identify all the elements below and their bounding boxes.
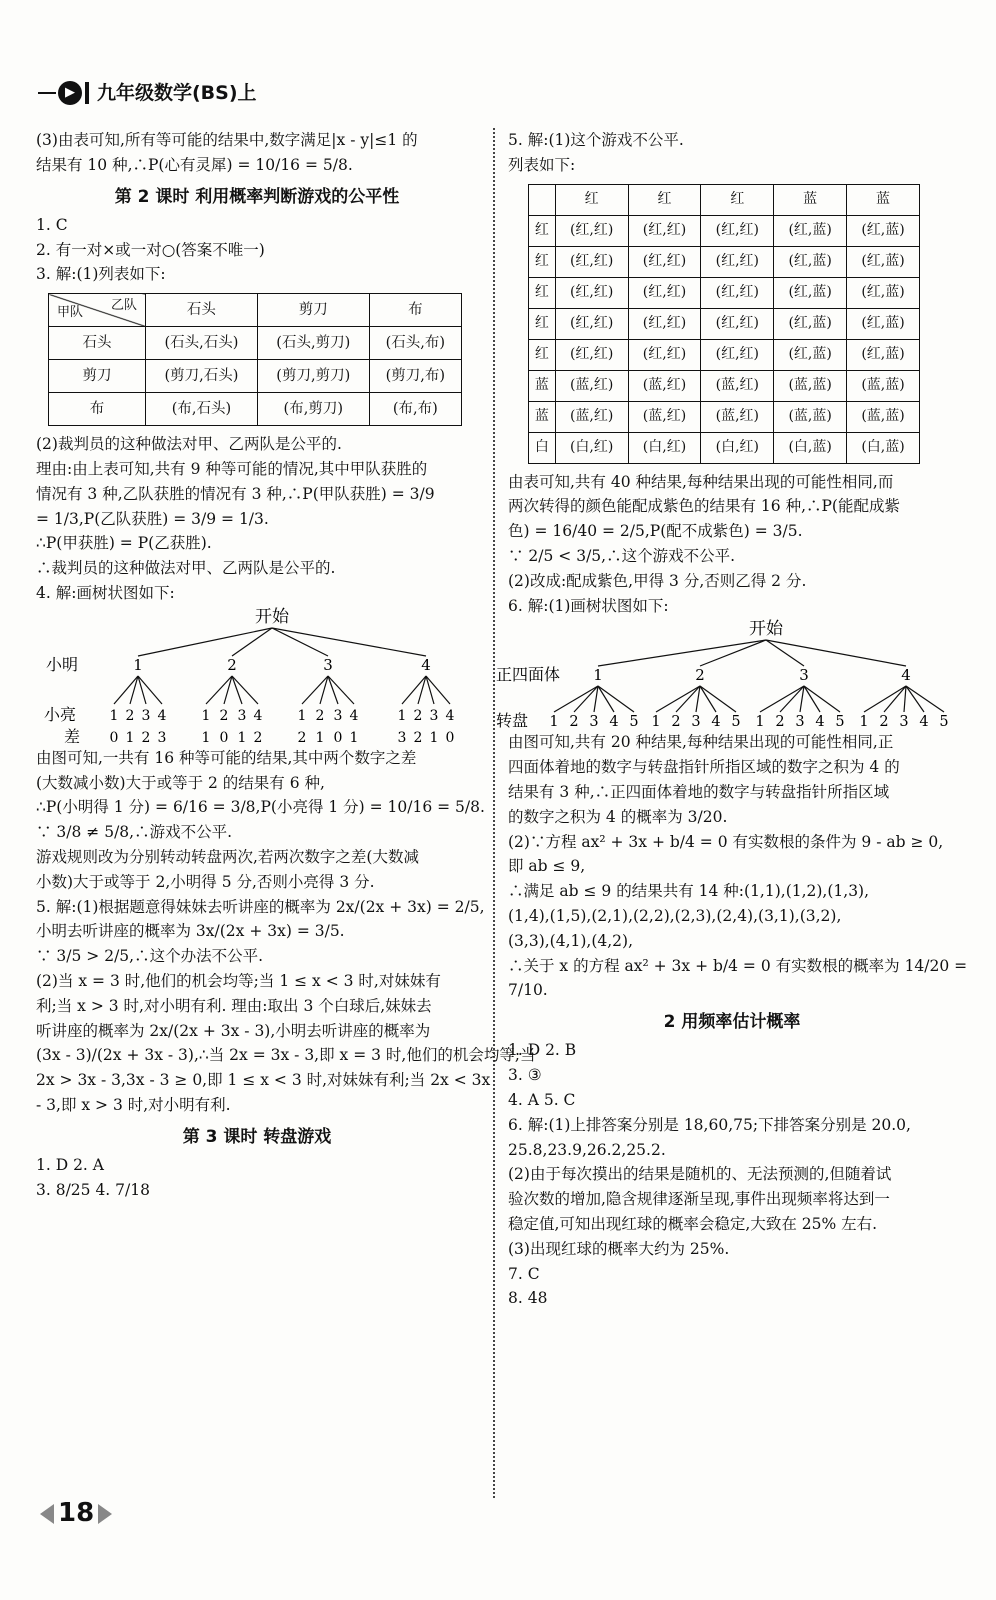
text-line: 结果有 3 种,∴正四面体着地的数字与转盘指针所指区域 [508,782,890,801]
row-label-diff: 差 [64,726,81,746]
tree-leaf: 1 [549,714,559,731]
row-header: 蓝 [529,370,556,401]
column-divider [493,128,495,1498]
table-row [529,432,920,463]
table-cell: (剪刀,布) [369,360,461,393]
row-header: 布 [49,393,146,426]
table-cell: (蓝,红) [555,370,628,401]
text-line: 小数)大于或等于 2,小明得 5 分,否则小亮得 3 分. [36,872,375,891]
table-cell: (石头,剪刀) [257,327,369,360]
text-line: (2)由于每次摸出的结果是随机的、无法预测的,但随着试 [508,1165,892,1184]
tree-node: 1 [593,666,603,685]
tree-leaf: 3 [589,714,599,731]
text-line: (3)出现红球的概率大约为 25%. [508,1239,730,1258]
tree-leaf: 3 [795,714,805,731]
text-line: (1,4),(1,5),(2,1),(2,2),(2,3),(2,4),(3,1),(3,2), [508,906,842,925]
tree-leaf: 4 [157,707,167,724]
table-cell: (红,红) [701,308,774,339]
table-row [529,246,920,277]
row-header: 石头 [49,327,146,360]
text-line: ∴P(甲获胜) = P(乙获胜). [36,534,212,553]
answer-line: 3. ③ [508,1066,542,1085]
tree-node: 4 [901,666,911,685]
text-line: (2)改成:配成紫色,甲得 3 分,否则乙得 2 分. [508,571,807,590]
tree-leaf: 1 [755,714,765,731]
text-line: 由图可知,一共有 16 种等可能的结果,其中两个数字之差 [36,748,417,767]
tree-diff: 2 [413,729,423,746]
table-cell: (红,蓝) [847,246,920,277]
tree-leaf: 3 [333,707,343,724]
tree-leaf: 4 [919,714,929,731]
table-cell: (红,红) [555,246,628,277]
answer-line: 4. 解:画树状图如下: [36,583,175,602]
table-cell: (红,蓝) [847,277,920,308]
text-line: 的数字之积为 4 的概率为 3/20. [508,807,728,826]
col-header: 红 [555,184,628,215]
table-cell: (红,红) [701,215,774,246]
table-cell: (红,红) [555,339,628,370]
text-line: 游戏规则改为分别转动转盘两次,若两次数字之差(大数减 [36,847,419,866]
tree-diff: 0 [333,729,343,746]
answer-line: 2. 有一对×或一对○(答案不唯一) [36,240,265,259]
tree-leaf: 5 [731,714,741,731]
answer-line: 8. 48 [508,1289,548,1308]
table-cell: (白,蓝) [774,432,847,463]
tree-leaf: 1 [859,714,869,731]
table-cell: (石头,石头) [146,327,258,360]
text-line: - 3,即 x > 3 时,对小明有利. [36,1095,231,1114]
table-cell: (红,蓝) [847,339,920,370]
table-cell: (蓝,红) [701,370,774,401]
play-icon: ▶ [58,81,82,105]
table-cell: (石头,布) [369,327,461,360]
tree-diagram-1 [36,606,478,746]
table-cell: (蓝,红) [555,401,628,432]
tree-node: 2 [695,666,705,685]
tree-leaf: 5 [939,714,949,731]
row-label-xiaoliang: 小亮 [44,704,77,724]
table-row [49,393,462,426]
tree-leaf: 3 [429,707,439,724]
tree-leaf: 4 [445,707,455,724]
table-cell: (蓝,蓝) [774,401,847,432]
tree-leaf: 1 [201,707,211,724]
answer-line: 1. D 2. A [36,1155,104,1174]
answer-line: 1. C [36,215,68,234]
tree-branches [133,656,431,674]
table-cell: (红,红) [555,215,628,246]
answer-line: 6. 解:(1)画树状图如下: [508,596,669,615]
table-cell: (红,蓝) [774,308,847,339]
text-line: 小明去听讲座的概率为 3x/(2x + 3x) = 3/5. [36,922,345,941]
text-line: 听讲座的概率为 2x/(2x + 3x - 3),小明去听讲座的概率为 [36,1021,431,1040]
tree-leaf: 3 [899,714,909,731]
tree-leaf: 2 [879,714,889,731]
table-cell: (剪刀,剪刀) [257,360,369,393]
text-line: 结果有 10 种,∴P(心有灵犀) = 10/16 = 5/8. [36,155,353,174]
text-line: 由图可知,共有 20 种结果,每种结果出现的可能性相同,正 [508,733,894,752]
table-row [49,360,462,393]
tree-leaf: 3 [237,707,247,724]
text-line: 理由:由上表可知,共有 9 种等可能的情况,其中甲队获胜的 [36,459,428,478]
tree-leaf: 2 [315,707,325,724]
tree-node: 4 [421,655,431,674]
text-line: 情况有 3 种,乙队获胜的情况有 3 种,∴P(甲队获胜) = 3/9 [36,484,435,503]
tree-diff: 2 [141,729,151,746]
tree-leaf: 2 [219,707,229,724]
tree-root: 开始 [749,619,783,640]
table-cell: (红,蓝) [847,215,920,246]
text-line: (大数减小数)大于或等于 2 的结果有 6 种, [36,773,325,792]
text-line: 四面体着地的数字与转盘指针所指区域的数字之积为 4 的 [508,758,900,777]
tree-leaf: 4 [349,707,359,724]
table-corner [529,184,556,215]
table-cell: (蓝,红) [701,401,774,432]
tree-diff: 1 [237,729,247,746]
text-line: ∵ 3/8 ≠ 5/8,∴游戏不公平. [36,823,233,842]
text-line: 即 ab ≤ 9, [508,857,586,876]
table-cell: (白,红) [555,432,628,463]
table-row [529,339,920,370]
lesson2-heading: 第 2 课时 利用概率判断游戏的公平性 [114,186,400,207]
tree-leaf: 4 [815,714,825,731]
table-row [529,277,920,308]
table-cell: (布,剪刀) [257,393,369,426]
table-row [49,327,462,360]
table-cell: (布,布) [369,393,461,426]
text-line: 利;当 x > 3 时,对小明有利. 理由:取出 3 个白球后,妹妹去 [36,996,432,1015]
text-line: (2)当 x = 3 时,他们的机会均等;当 1 ≤ x < 3 时,对妹妹有 [36,971,441,990]
table-cell: (红,红) [701,339,774,370]
corner-bottom: 甲队 [57,305,84,321]
text-line: 5. 解:(1)根据题意得妹妹去听讲座的概率为 2x/(2x + 3x) = 2/5, [36,897,485,916]
text-line: ∴满足 ab ≤ 9 的结果共有 14 种:(1,1),(1,2),(1,3), [508,882,870,901]
tree-diff: 1 [201,729,211,746]
lesson3-heading: 第 3 课时 转盘游戏 [182,1126,332,1147]
table-row [529,401,920,432]
tree-node: 1 [133,655,143,674]
table-cell: (白,蓝) [847,432,920,463]
text-line: (3x - 3)/(2x + 3x - 3),∴当 2x = 3x - 3,即 x = 3 时,他们的机会均等;当 [36,1046,536,1065]
table-color-spinner [528,184,920,464]
text-line: 由表可知,共有 40 种结果,每种结果出现的可能性相同,而 [508,472,894,491]
text-line: 稳定值,可知出现红球的概率会稳定,大致在 25% 左右. [508,1214,878,1233]
text-line: ∴关于 x 的方程 ax² + 3x + b/4 = 0 有实数根的概率为 14/20 = [508,956,968,975]
text-line: (2)裁判员的这种做法对甲、乙两队是公平的. [36,435,342,454]
tree-diff: 2 [297,729,307,746]
tree-edges-level1 [598,640,906,666]
table-cell: (红,红) [701,246,774,277]
text-line: ∴P(小明得 1 分) = 6/16 = 3/8,P(小亮得 1 分) = 10/16 = 5/8. [36,798,485,817]
page-number [40,1493,112,1535]
tree-diff: 1 [125,729,135,746]
section2-heading: 2 用频率估计概率 [663,1012,801,1033]
text-line: 25.8,23.9,26.2,25.2. [508,1140,666,1159]
table-cell: (红,蓝) [774,277,847,308]
arrow-right-icon [98,1504,112,1524]
page-header [38,76,257,110]
tree-leaf: 5 [835,714,845,731]
row-header: 蓝 [529,401,556,432]
text-line: 列表如下: [508,155,576,174]
tree-diffs [110,730,455,746]
tree-leaf: 3 [141,707,151,724]
text-line: 色) = 16/40 = 2/5,P(配不成紫色) = 3/5. [508,522,803,541]
table-cell: (蓝,蓝) [774,370,847,401]
row-header: 红 [529,308,556,339]
text-line: 两次转得的颜色能配成紫色的结果有 16 种,∴P(能配成紫 [508,497,900,516]
table-cell: (蓝,红) [628,370,701,401]
tree-leaf: 1 [651,714,661,731]
text-line: 7/10. [508,981,548,1000]
table-cell: (红,蓝) [847,308,920,339]
text-line: (3,3),(4,1),(4,2), [508,931,634,950]
tree-leaf: 2 [671,714,681,731]
table-row [529,184,920,215]
tree-node: 2 [227,655,237,674]
col-header: 石头 [146,294,258,327]
tree-node: 3 [323,655,333,674]
tree-leaf: 2 [125,707,135,724]
table-row [529,215,920,246]
col-header: 剪刀 [257,294,369,327]
table-cell: (蓝,蓝) [847,401,920,432]
tree-edges-level2 [554,686,944,712]
row-header: 白 [529,432,556,463]
tree-diff: 0 [109,729,119,746]
text-line: ∴裁判员的这种做法对甲、乙两队是公平的. [36,559,336,578]
tree-leaf: 4 [253,707,263,724]
tree-leaf: 2 [775,714,785,731]
col-header: 蓝 [847,184,920,215]
table-cell: (红,红) [701,277,774,308]
tree-leaf: 5 [629,714,639,731]
text-line: = 1/3,P(乙队获胜) = 3/9 = 1/3. [36,509,269,528]
text-line: (3)由表可知,所有等可能的结果中,数字满足|x - y|≤1 的 [36,131,418,149]
header-bar [85,82,89,104]
table-row [49,294,462,327]
table-cell: (剪刀,石头) [146,360,258,393]
table-cell: (红,蓝) [774,339,847,370]
answer-line: 5. 解:(1)这个游戏不公平. [508,131,684,149]
text-line: ∵ 2/5 < 3/5,∴这个游戏不公平. [508,546,736,565]
table-row [529,308,920,339]
text-line: (2)∵方程 ax² + 3x + b/4 = 0 有实数根的条件为 9 - ab ≥ 0, [508,832,944,851]
tree-diff: 1 [349,729,359,746]
tree-diagram-2 [496,618,956,731]
row-header: 红 [529,215,556,246]
tree-leaf: 4 [609,714,619,731]
tree-edges-level2 [114,676,450,704]
tree-leaf: 1 [297,707,307,724]
col-header: 红 [628,184,701,215]
right-column [496,128,968,1311]
table-cell: (蓝,蓝) [847,370,920,401]
tree-diff: 3 [397,729,407,746]
table-cell: (白,红) [628,432,701,463]
table-cell: (红,红) [555,277,628,308]
arrow-left-icon [40,1504,54,1524]
tree-leaf: 4 [711,714,721,731]
table-cell: (红,红) [628,339,701,370]
page-number-text: 18 [58,1498,95,1528]
tree-diff: 0 [219,729,229,746]
answer-line: 1. D 2. B [508,1041,577,1060]
text-line: 2x > 3x - 3,3x - 3 ≥ 0,即 1 ≤ x < 3 时,对妹妹有利;当 2x < 3x [36,1071,491,1090]
answer-line: 7. C [508,1264,540,1283]
row-label-tetrahedron: 正四面体 [496,665,561,685]
row-header: 红 [529,339,556,370]
row-header: 红 [529,246,556,277]
row-header: 剪刀 [49,360,146,393]
table-corner [49,294,146,327]
answer-line: 6. 解:(1)上排答案分别是 18,60,75;下排答案分别是 20.0, [508,1115,911,1134]
row-label-xiaoming: 小明 [46,654,79,674]
table-cell: (红,蓝) [774,246,847,277]
tree-edges-level1 [138,628,426,656]
tree-leaves [549,714,948,730]
text-line: 验次数的增加,隐含规律逐渐呈现,事件出现频率将达到一 [508,1190,890,1209]
col-header: 红 [701,184,774,215]
tree-diff: 2 [253,729,263,746]
table-rock-paper-scissors [48,293,462,426]
tree-leaf: 1 [397,707,407,724]
tree-diff: 3 [157,729,167,746]
row-label-spinner: 转盘 [496,711,529,731]
table-cell: (白,红) [701,432,774,463]
text-line: ∵ 3/5 > 2/5,∴这个办法不公平. [36,947,264,966]
table-cell: (布,石头) [146,393,258,426]
tree-branches [593,666,911,684]
tree-diff: 1 [429,729,439,746]
answer-line: 3. 解:(1)列表如下: [36,265,166,284]
corner-top: 乙队 [110,298,137,314]
header-rule [38,92,56,94]
answer-line: 4. A 5. C [508,1090,576,1109]
table-cell: (红,红) [628,277,701,308]
table-cell: (红,红) [628,246,701,277]
tree-leaf: 3 [691,714,701,731]
col-header: 蓝 [774,184,847,215]
page-title: 九年级数学(BS)上 [97,81,257,104]
table-cell: (红,红) [628,308,701,339]
col-header: 布 [369,294,461,327]
tree-diff: 0 [445,729,455,746]
tree-diff: 1 [315,729,325,746]
table-row [529,370,920,401]
tree-leaves [110,708,455,724]
tree-leaf: 2 [413,707,423,724]
tree-leaf: 1 [109,707,119,724]
row-header: 红 [529,277,556,308]
table-cell: (红,蓝) [774,215,847,246]
tree-root: 开始 [255,606,289,627]
tree-leaf: 2 [569,714,579,731]
table-cell: (红,红) [628,215,701,246]
table-cell: (蓝,红) [628,401,701,432]
tree-node: 3 [799,666,809,685]
table-cell: (红,红) [555,308,628,339]
answer-line: 3. 8/25 4. 7/18 [36,1180,150,1199]
